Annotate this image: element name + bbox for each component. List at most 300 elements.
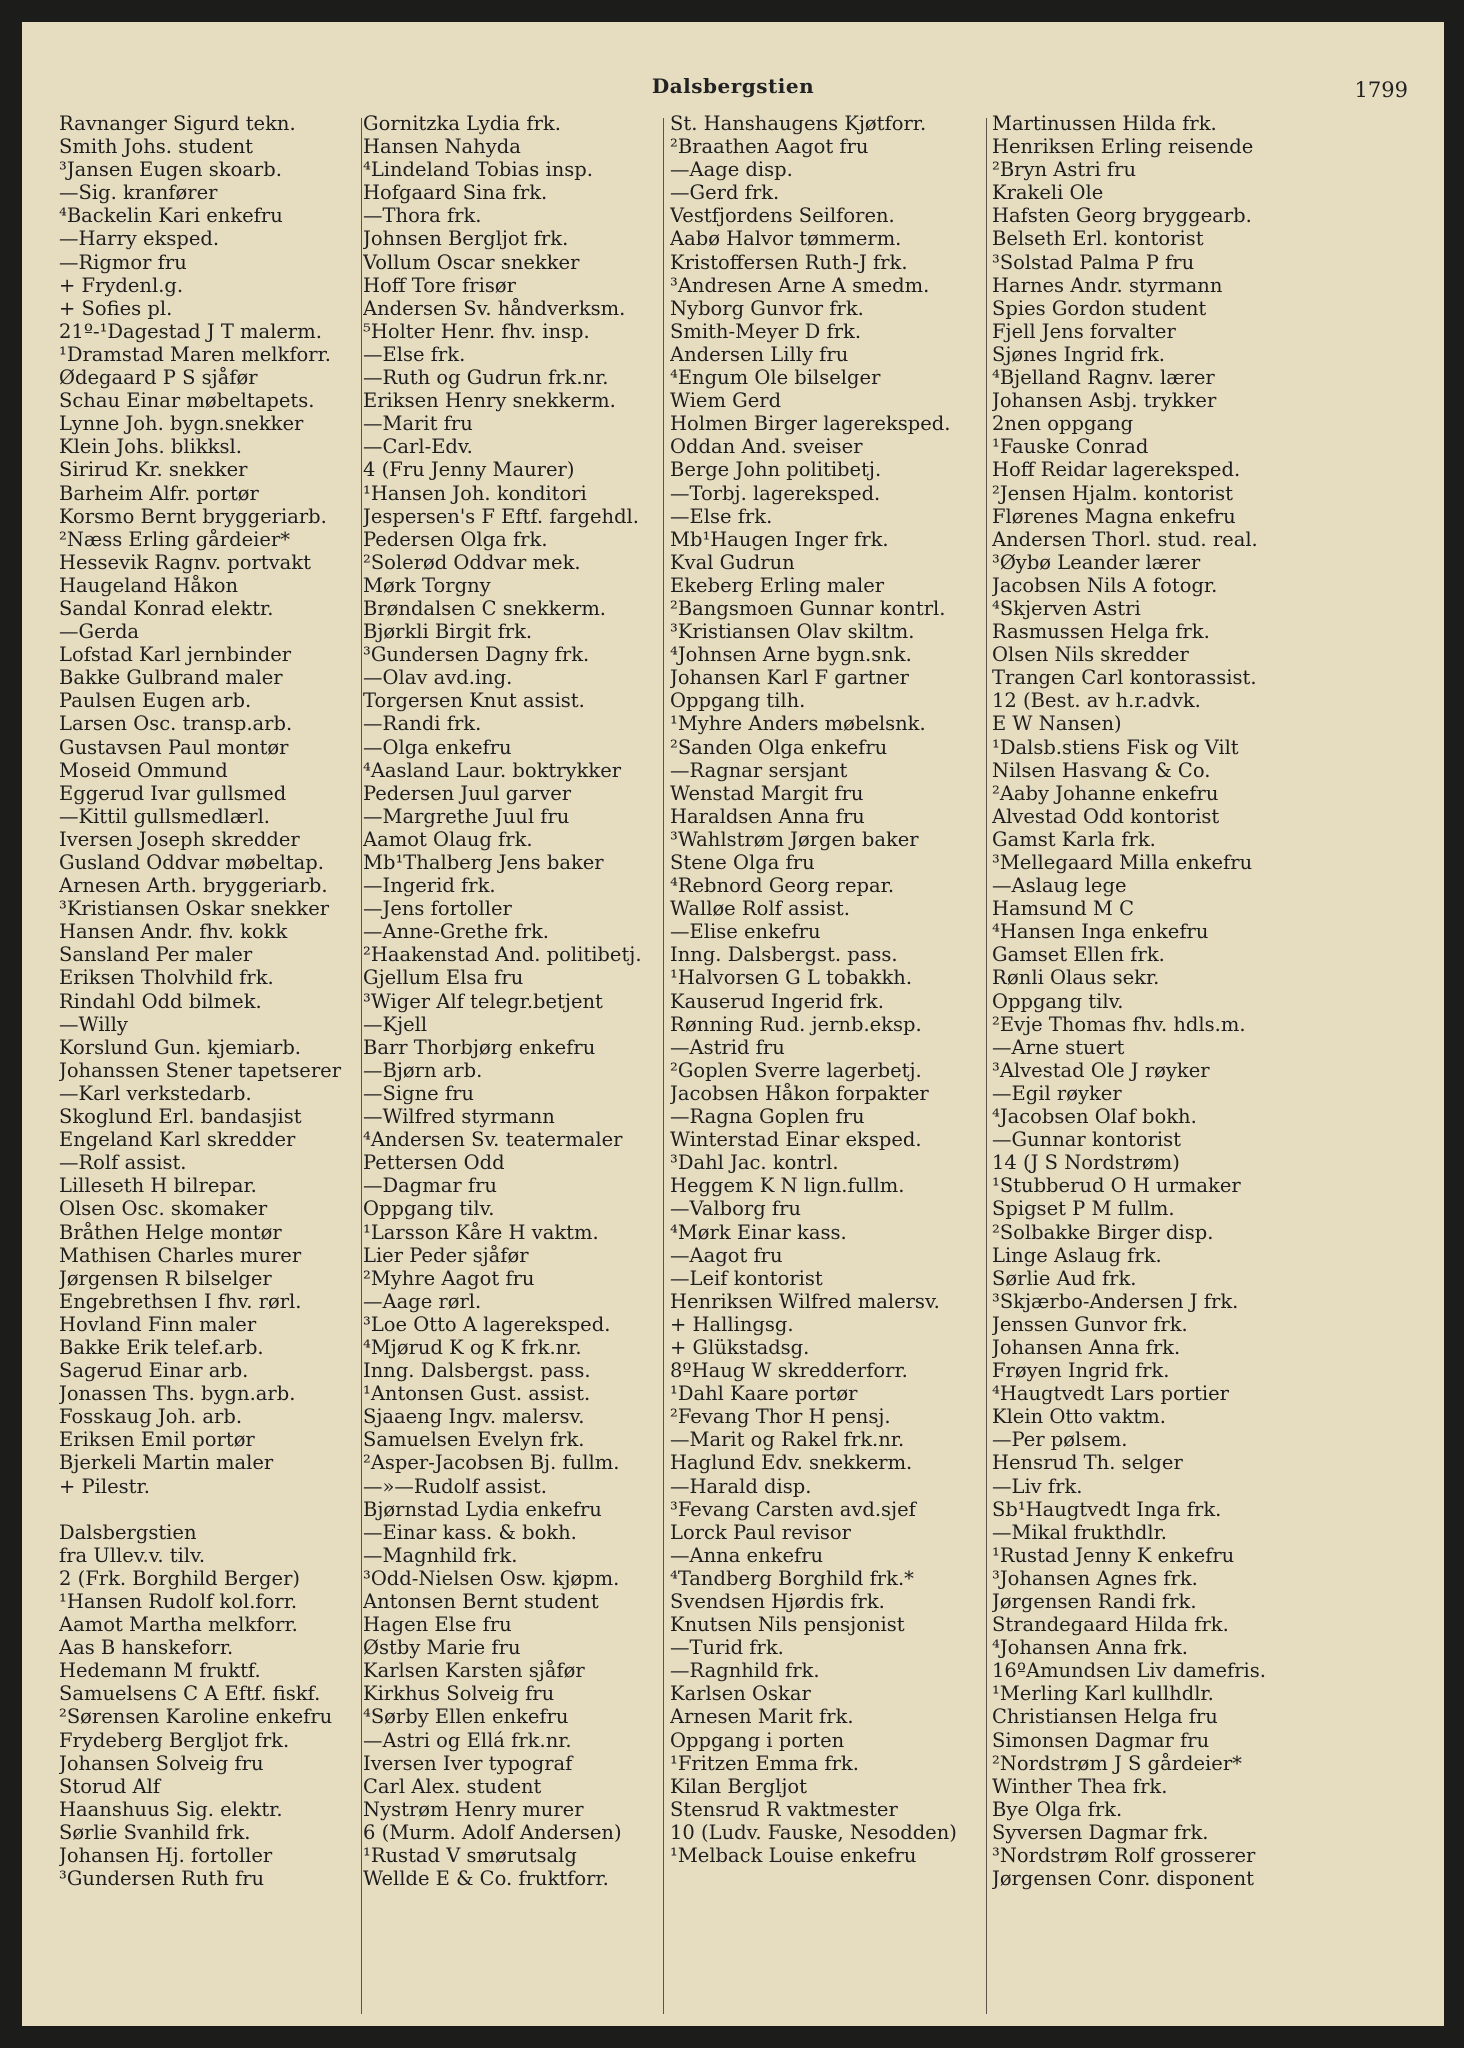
directory-entry: Karlsen Oskar [670, 1682, 811, 1706]
directory-entry: Sørlie Svanhild frk. [59, 1820, 251, 1844]
directory-entry: Hessevik Ragnv. portvakt [59, 550, 311, 574]
directory-entry: Klein Johs. blikksl. [59, 435, 242, 459]
directory-entry: —Dagmar fru [363, 1174, 497, 1198]
directory-entry: ²Haakenstad And. politibetj. [363, 943, 642, 967]
directory-entry: Holmen Birger lagereksped. [670, 412, 951, 436]
directory-entry: Gustavsen Paul montør [59, 735, 289, 759]
directory-entry: Skoglund Erl. bandasjist [59, 1105, 302, 1129]
directory-entry: ²Asper-Jacobsen Bj. fullm. [363, 1451, 620, 1475]
directory-entry: ⁴Bjelland Ragnv. lærer [992, 366, 1215, 390]
directory-entry: —Turid frk. [670, 1636, 784, 1660]
directory-entry: ²Solerød Oddvar mek. [363, 550, 581, 574]
directory-entry: Rønning Rud. jernb.eksp. [670, 1012, 922, 1036]
directory-entry: Antonsen Bernt student [363, 1590, 599, 1613]
directory-entry: Johansen Asbj. trykker [992, 389, 1217, 413]
directory-entry: Eriksen Tholvhild frk. [59, 966, 274, 990]
directory-entry: Mb¹Thalberg Jens baker [363, 851, 604, 874]
directory-entry: —Aagot fru [670, 1243, 783, 1267]
directory-entry: Flørenes Magna enkefru [992, 504, 1236, 528]
directory-entry: —Anne-Grethe frk. [363, 920, 549, 944]
directory-entry: Kristoffersen Ruth-J frk. [670, 250, 908, 274]
directory-entry: Barr Thorbjørg enkefru [363, 1035, 596, 1059]
directory-entry: ⁴Johnsen Arne bygn.snk. [670, 643, 912, 667]
directory-entry: Sagerud Einar arb. [59, 1359, 249, 1383]
directory-entry: + Pilestr. [59, 1474, 150, 1498]
directory-entry: ³Odd-Nielsen Osw. kjøpm. [363, 1566, 620, 1590]
directory-entry: —Ingerid frk. [363, 874, 496, 898]
directory-entry: 14 (J S Nordstrøm) [992, 1151, 1180, 1175]
directory-entry: Pedersen Olga frk. [363, 527, 548, 551]
directory-entry: Jørgensen Conr. disponent [992, 1867, 1255, 1891]
directory-entry: Johansen Hj. fortoller [59, 1844, 273, 1868]
directory-entry: —Aslaug lege [992, 874, 1127, 898]
directory-entry: ³Wiger Alf telegr.betjent [363, 989, 603, 1013]
directory-entry: ³Kristiansen Oskar snekker [59, 897, 330, 921]
directory-entry: Henriksen Erling reisende [992, 135, 1254, 159]
directory-entry: Lorck Paul revisor [670, 1520, 851, 1544]
directory-entry: Fjell Jens forvalter [992, 319, 1176, 343]
directory-entry: Torgersen Knut assist. [363, 689, 585, 713]
directory-entry: Schau Einar møbeltapets. [59, 389, 315, 413]
directory-entry: Hovland Finn maler [59, 1312, 257, 1336]
directory-entry: Sørlie Aud frk. [992, 1266, 1137, 1290]
directory-entry: ³Loe Otto A lagereksped. [363, 1312, 611, 1336]
directory-entry: ⁴Andersen Sv. teatermaler [363, 1128, 623, 1152]
directory-entry: ³Wahlstrøm Jørgen baker [670, 827, 919, 851]
directory-column-2 [363, 112, 659, 1890]
directory-entry: Vestfjordens Seilforen. [670, 204, 895, 228]
directory-entry: —Ragnhild frk. [670, 1659, 820, 1683]
directory-entry: Aamot Olaug frk. [363, 827, 533, 851]
directory-entry: —Einar kass. & bokh. [363, 1520, 577, 1544]
directory-entry: ⁴Haugtvedt Lars portier [992, 1382, 1229, 1406]
directory-entry: —Leif kontorist [670, 1266, 823, 1290]
page-header-title: Dalsbergstien [651, 74, 815, 98]
directory-entry: ²Solbakke Birger disp. [992, 1220, 1214, 1244]
directory-entry: Sb¹Haugtvedt Inga frk. [992, 1497, 1222, 1521]
directory-entry: Simonsen Dagmar fru [992, 1728, 1210, 1752]
directory-entry: Paulsen Eugen arb. [59, 689, 252, 713]
directory-entry: —Magnhild frk. [363, 1543, 518, 1567]
directory-entry: Jørgensen Randi frk. [992, 1590, 1197, 1613]
directory-entry: Korslund Gun. kjemiarb. [59, 1035, 301, 1059]
directory-entry: + Glükstadsg. [670, 1335, 810, 1359]
directory-entry: Aabø Halvor tømmerm. [670, 227, 902, 251]
directory-entry: ¹Rustad V smørutsalg [363, 1844, 577, 1868]
directory-entry: Karlsen Karsten sjåfør [363, 1659, 585, 1683]
directory-entry: Jørgensen R bilselger [59, 1266, 272, 1290]
directory-entry: ⁴Backelin Kari enkefru [59, 204, 283, 228]
directory-entry: ¹Dramstad Maren melkforr. [59, 342, 331, 366]
directory-entry: Wiem Gerd [670, 389, 782, 413]
directory-entry: ³Solstad Palma P fru [992, 250, 1195, 274]
directory-entry: ¹Halvorsen G L tobakkh. [670, 966, 913, 990]
directory-entry: ²Evje Thomas fhv. hdls.m. [992, 1012, 1246, 1036]
directory-entry: ¹Hansen Rudolf kol.forr. [59, 1590, 298, 1613]
directory-column-1 [59, 112, 355, 1890]
directory-entry: 12 (Best. av h.r.advk. [992, 689, 1201, 713]
directory-entry: 2 (Frk. Borghild Berger) [59, 1566, 301, 1590]
directory-entry: ⁴Engum Ole bilselger [670, 366, 881, 390]
directory-entry: ¹Stubberud O H urmaker [992, 1174, 1241, 1198]
directory-entry: Andersen Thorl. stud. real. [992, 527, 1258, 551]
directory-entry: 16ºAmundsen Liv damefris. [992, 1659, 1266, 1683]
directory-entry: Dalsbergstien [59, 1520, 197, 1544]
directory-entry: —Marit fru [363, 412, 473, 436]
directory-entry: Sjaaeng Ingv. malersv. [363, 1405, 585, 1429]
directory-entry: Jespersen's F Eftf. fargehdl. [363, 504, 639, 528]
directory-entry: Carl Alex. student [363, 1774, 542, 1798]
directory-entry: Olsen Osc. skomaker [59, 1197, 268, 1221]
directory-entry: ³Gundersen Ruth fru [59, 1867, 265, 1891]
directory-entry: Jacobsen Nils A fotogr. [992, 573, 1218, 597]
directory-entry: Winther Thea frk. [992, 1774, 1168, 1798]
directory-entry: ⁴Skjerven Astri [992, 596, 1141, 620]
directory-entry: ³Kristiansen Olav skiltm. [670, 620, 915, 644]
directory-entry: Oppgang tilv. [363, 1197, 495, 1221]
directory-entry: Haugeland Håkon [59, 573, 239, 597]
directory-entry: Hansen Nahyda [363, 135, 521, 159]
directory-entry: Vollum Oscar snekker [363, 250, 580, 274]
directory-entry: Smith-Meyer D frk. [670, 319, 862, 343]
directory-entry: + Frydenl.g. [59, 273, 184, 297]
directory-entry: Eriksen Emil portør [59, 1428, 255, 1452]
directory-entry: Trangen Carl kontorassist. [992, 666, 1257, 690]
directory-entry: Alvestad Odd kontorist [992, 804, 1220, 828]
directory-entry: Korsmo Bernt bryggeriarb. [59, 504, 327, 528]
directory-entry: Ekeberg Erling maler [670, 573, 885, 597]
directory-entry: Bjerkeli Martin maler [59, 1451, 274, 1475]
directory-entry: ⁴Mjørud K og K frk.nr. [363, 1335, 582, 1359]
directory-entry: Strandegaard Hilda frk. [992, 1613, 1229, 1637]
directory-entry: ⁴Rebnord Georg repar. [670, 874, 895, 898]
directory-page [22, 22, 1444, 2026]
directory-entry: —Kjell [363, 1012, 428, 1036]
directory-entry: Bråthen Helge montør [59, 1220, 282, 1244]
directory-entry: ¹Myhre Anders møbelsnk. [670, 712, 926, 736]
directory-entry: Ravnanger Sigurd tekn. [59, 112, 296, 135]
directory-entry: Gjellum Elsa fru [363, 966, 524, 990]
directory-entry: Johansen Karl F gartner [670, 666, 909, 690]
directory-entry: + Hallingsg. [670, 1312, 794, 1336]
directory-entry: Henriksen Wilfred malersv. [670, 1289, 940, 1313]
directory-entry: ¹Merling Karl kullhdlr. [992, 1682, 1214, 1706]
directory-entry: —Willy [59, 1012, 128, 1036]
directory-entry: Olsen Nils skredder [992, 643, 1189, 667]
directory-entry: Hamsund M C [992, 897, 1135, 921]
directory-entry: ¹Dalsb.stiens Fisk og Vilt [992, 735, 1239, 759]
directory-entry: St. Hanshaugens Kjøtforr. [670, 112, 927, 135]
directory-entry: Sandal Konrad elektr. [59, 596, 274, 620]
directory-entry: Samuelsens C A Eftf. fiskf. [59, 1682, 321, 1706]
directory-entry: —Wilfred styrmann [363, 1105, 555, 1129]
directory-entry: Hensrud Th. selger [992, 1451, 1183, 1475]
directory-entry: ²Braathen Aagot fru [670, 135, 869, 159]
directory-entry: ⁴Jacobsen Olaf bokh. [992, 1105, 1197, 1129]
directory-entry: ³Fevang Carsten avd.sjef [670, 1497, 916, 1521]
directory-entry: —Randi frk. [363, 712, 482, 736]
directory-entry: Bakke Erik telef.arb. [59, 1335, 264, 1359]
directory-entry: ³Skjærbo-Andersen J frk. [992, 1289, 1239, 1313]
directory-entry: ²Aaby Johanne enkefru [992, 781, 1219, 805]
directory-entry: Hagen Else fru [363, 1613, 512, 1637]
column-rule [663, 118, 664, 2014]
directory-entry: Hedemann M fruktf. [59, 1659, 261, 1683]
directory-entry: Spigset P M fullm. [992, 1197, 1175, 1221]
directory-entry: Kval Gudrun [670, 550, 795, 574]
directory-entry: Gamst Karla frk. [992, 827, 1156, 851]
directory-entry: ²Sørensen Karoline enkefru [59, 1705, 333, 1729]
directory-entry: —Egil røyker [992, 1081, 1122, 1105]
directory-entry: Hafsten Georg bryggearb. [992, 204, 1252, 228]
directory-column-4 [992, 112, 1288, 1890]
directory-entry: Aamot Martha melkforr. [59, 1613, 298, 1637]
directory-entry: —Sig. kranfører [59, 181, 218, 205]
directory-entry: ²Nordstrøm J S gårdeier* [992, 1751, 1242, 1775]
directory-entry: ³Øybø Leander lærer [992, 550, 1201, 574]
directory-entry: Mb¹Haugen Inger frk. [670, 527, 889, 551]
directory-entry: Christiansen Helga fru [992, 1705, 1218, 1729]
directory-entry: Engeland Karl skredder [59, 1128, 296, 1152]
directory-entry [59, 1498, 355, 1521]
directory-entry: ³Nordstrøm Rolf grosserer [992, 1844, 1256, 1868]
directory-entry: —Thora frk. [363, 204, 482, 228]
directory-entry: Oppgang i porten [670, 1728, 845, 1752]
directory-entry: Gornitzka Lydia frk. [363, 112, 561, 135]
directory-entry: Oppgang tilh. [670, 689, 806, 713]
directory-entry: ¹Hansen Joh. konditori [363, 481, 587, 505]
directory-entry: fra Ullev.v. tilv. [59, 1543, 206, 1567]
directory-entry: Bjørkli Birgit frk. [363, 620, 533, 644]
directory-entry: Østby Marie fru [363, 1636, 521, 1660]
directory-entry: Nilsen Hasvang & Co. [992, 758, 1211, 782]
directory-entry: Frøyen Ingrid frk. [992, 1359, 1170, 1383]
directory-entry: Haanshuus Sig. elektr. [59, 1797, 283, 1821]
directory-entry: ¹Larsson Kåre H vaktm. [363, 1220, 599, 1244]
directory-entry: —Karl verkstedarb. [59, 1081, 252, 1105]
directory-entry: Walløe Rolf assist. [670, 897, 850, 921]
directory-entry: Oppgang tilv. [992, 989, 1124, 1013]
directory-entry: Samuelsen Evelyn frk. [363, 1428, 585, 1452]
directory-entry: —Aage disp. [670, 158, 793, 182]
directory-entry: Brøndalsen C snekkerm. [363, 596, 607, 620]
directory-entry: —Carl-Edv. [363, 435, 473, 459]
directory-entry: Harnes Andr. styrmann [992, 273, 1223, 297]
directory-entry: Engebrethsen I fhv. rørl. [59, 1289, 302, 1313]
directory-entry: —Marit og Rakel frk.nr. [670, 1428, 905, 1452]
directory-entry: ²Jensen Hjalm. kontorist [992, 481, 1233, 505]
directory-entry: —Olav avd.ing. [363, 666, 513, 690]
column-rule [361, 118, 362, 2014]
directory-entry: Heggem K N lign.fullm. [670, 1174, 905, 1198]
directory-entry: Bakke Gulbrand maler [59, 666, 283, 690]
directory-entry: Gusland Oddvar møbeltap. [59, 851, 324, 874]
column-rule [986, 118, 987, 2014]
directory-entry: Rasmussen Helga frk. [992, 620, 1210, 644]
directory-entry: —Harald disp. [670, 1474, 812, 1498]
directory-entry: Frydeberg Bergljot frk. [59, 1728, 290, 1752]
directory-entry: —Bjørn arb. [363, 1058, 483, 1082]
directory-entry: Bjørnstad Lydia enkefru [363, 1497, 602, 1521]
directory-entry: Sansland Per maler [59, 943, 253, 967]
directory-entry: ³Jansen Eugen skoarb. [59, 158, 282, 182]
directory-entry: ⁵Holter Henr. fhv. insp. [363, 319, 590, 343]
directory-entry: Stensrud R vaktmester [670, 1797, 898, 1821]
directory-entry: ²Goplen Sverre lagerbetj. [670, 1058, 922, 1082]
directory-entry: Storud Alf [59, 1774, 161, 1798]
directory-entry: —Valborg fru [670, 1197, 801, 1221]
directory-entry: Wenstad Margit fru [670, 781, 864, 805]
directory-entry: Klein Otto vaktm. [992, 1405, 1166, 1429]
directory-entry: Eggerud Ivar gullsmed [59, 781, 287, 805]
directory-entry: Berge John politibetj. [670, 458, 882, 482]
directory-entry: Lier Peder sjåfør [363, 1243, 529, 1267]
directory-entry: ⁴Mørk Einar kass. [670, 1220, 847, 1244]
directory-entry: Spies Gordon student [992, 296, 1207, 320]
directory-entry: —Margrethe Juul fru [363, 804, 570, 828]
directory-entry: Johanssen Stener tapetserer [59, 1058, 342, 1082]
directory-entry: —Kittil gullsmedlærl. [59, 804, 271, 828]
directory-entry: Stene Olga fru [670, 851, 815, 874]
directory-entry: E W Nansen) [992, 712, 1122, 736]
directory-entry: ³Johansen Agnes frk. [992, 1566, 1198, 1590]
directory-entry: ³Alvestad Ole J røyker [992, 1058, 1210, 1082]
directory-entry: Hoff Tore frisør [363, 273, 516, 297]
directory-entry: Larsen Osc. transp.arb. [59, 712, 293, 736]
directory-entry: Nyborg Gunvor frk. [670, 296, 864, 320]
directory-entry: Barheim Alfr. portør [59, 481, 259, 505]
directory-entry: Andersen Lilly fru [670, 342, 849, 366]
directory-entry: ²Fevang Thor H pensj. [670, 1405, 891, 1429]
directory-entry: Johansen Solveig fru [59, 1751, 264, 1775]
directory-entry: ⁴Lindeland Tobias insp. [363, 158, 593, 182]
directory-entry: Andersen Sv. håndverksm. [363, 296, 626, 320]
directory-entry: Lynne Joh. bygn.snekker [59, 412, 304, 436]
directory-entry: 4 (Fru Jenny Maurer) [363, 458, 575, 482]
directory-entry: 6 (Murm. Adolf Andersen) [363, 1820, 622, 1844]
directory-entry: —Rigmor fru [59, 250, 187, 274]
directory-entry: 21º-¹Dagestad J T malerm. [59, 319, 322, 343]
directory-entry: —»—Rudolf assist. [363, 1474, 547, 1498]
directory-entry: —Arne stuert [992, 1035, 1125, 1059]
directory-entry: Syversen Dagmar frk. [992, 1820, 1209, 1844]
directory-entry: ¹Antonsen Gust. assist. [363, 1382, 591, 1406]
directory-entry: ⁴Tandberg Borghild frk.* [670, 1566, 914, 1590]
directory-entry: Linge Aslaug frk. [992, 1243, 1162, 1267]
directory-entry: Mathisen Charles murer [59, 1243, 302, 1267]
directory-entry: —Astri og Ellá frk.nr. [363, 1728, 572, 1752]
directory-entry: —Liv frk. [992, 1474, 1083, 1498]
directory-entry: Aas B hanskeforr. [59, 1636, 234, 1660]
directory-entry: Hoff Reidar lagereksped. [992, 458, 1241, 482]
directory-entry: ¹Fritzen Emma frk. [670, 1751, 859, 1775]
directory-entry: ²Næss Erling gårdeier* [59, 527, 290, 551]
directory-entry: —Ruth og Gudrun frk.nr. [363, 366, 609, 390]
directory-entry: Kilan Bergljot [670, 1774, 807, 1798]
directory-entry: Oddan And. sveiser [670, 435, 863, 459]
directory-column-3 [670, 112, 966, 1867]
directory-entry: ³Mellegaard Milla enkefru [992, 851, 1253, 874]
page-number: 1799 [1354, 78, 1408, 102]
directory-entry: ¹Rustad Jenny K enkefru [992, 1543, 1235, 1567]
directory-entry: + Sofies pl. [59, 296, 173, 320]
directory-entry: Iversen Iver typograf [363, 1751, 573, 1775]
directory-entry: Belseth Erl. kontorist [992, 227, 1204, 251]
directory-entry: Sirirud Kr. snekker [59, 458, 248, 482]
directory-entry: Johansen Anna frk. [992, 1335, 1181, 1359]
directory-entry: Sjønes Ingrid frk. [992, 342, 1165, 366]
directory-entry: Knutsen Nils pensjonist [670, 1613, 905, 1637]
directory-entry: —Aage rørl. [363, 1289, 482, 1313]
directory-entry: Haglund Edv. snekkerm. [670, 1451, 913, 1475]
directory-entry: Iversen Joseph skredder [59, 827, 300, 851]
directory-entry: Pettersen Odd [363, 1151, 505, 1175]
directory-entry: —Anna enkefru [670, 1543, 824, 1567]
directory-entry: Smith Johs. student [59, 135, 254, 159]
directory-entry: Kauserud Ingerid frk. [670, 989, 884, 1013]
directory-entry: Lofstad Karl jernbinder [59, 643, 292, 667]
directory-entry: ²Sanden Olga enkefru [670, 735, 888, 759]
directory-entry: Fosskaug Joh. arb. [59, 1405, 243, 1429]
directory-entry: 8ºHaug W skredderforr. [670, 1359, 908, 1383]
directory-entry: 2nen oppgang [992, 412, 1134, 436]
directory-entry: —Olga enkefru [363, 735, 512, 759]
directory-entry: Martinussen Hilda frk. [992, 112, 1217, 135]
directory-entry: Pedersen Juul garver [363, 781, 572, 805]
directory-entry: —Astrid fru [670, 1035, 785, 1059]
directory-entry: Johnsen Bergljot frk. [363, 227, 569, 251]
directory-entry: Inng. Dalsbergst. pass. [363, 1359, 591, 1383]
directory-entry: Jenssen Gunvor frk. [992, 1312, 1188, 1336]
directory-entry: ¹Dahl Kaare portør [670, 1382, 858, 1406]
directory-entry: Moseid Ommund [59, 758, 228, 782]
directory-entry: —Jens fortoller [363, 897, 512, 921]
directory-entry: Winterstad Einar eksped. [670, 1128, 922, 1152]
directory-entry: Hansen Andr. fhv. kokk [59, 920, 288, 944]
directory-entry: Inng. Dalsbergst. pass. [670, 943, 898, 967]
directory-entry: —Gerd frk. [670, 181, 780, 205]
directory-entry: —Harry eksped. [59, 227, 220, 251]
directory-entry: ⁴Johansen Anna frk. [992, 1636, 1188, 1660]
directory-entry: ³Andresen Arne A smedm. [670, 273, 930, 297]
directory-entry: Bye Olga frk. [992, 1797, 1123, 1821]
directory-entry: —Per pølsem. [992, 1428, 1128, 1452]
directory-entry: —Elise enkefru [670, 920, 821, 944]
directory-entry: Nystrøm Henry murer [363, 1797, 584, 1821]
directory-entry: Haraldsen Anna fru [670, 804, 865, 828]
directory-entry: ¹Fauske Conrad [992, 435, 1149, 459]
directory-entry: Wellde E & Co. fruktforr. [363, 1867, 609, 1891]
directory-entry: Rindahl Odd bilmek. [59, 989, 262, 1013]
directory-entry: Rønli Olaus sekr. [992, 966, 1160, 990]
directory-entry: Hofgaard Sina frk. [363, 181, 548, 205]
directory-entry: ²Myhre Aagot fru [363, 1266, 535, 1290]
directory-entry: Arnesen Arth. bryggeriarb. [59, 874, 328, 898]
directory-entry: Eriksen Henry snekkerm. [363, 389, 616, 413]
directory-entry: ²Bangsmoen Gunnar kontrl. [670, 596, 946, 620]
directory-entry: Svendsen Hjørdis frk. [670, 1590, 885, 1613]
directory-entry: ⁴Sørby Ellen enkefru [363, 1705, 569, 1729]
directory-entry: Jonassen Ths. bygn.arb. [59, 1382, 296, 1406]
directory-entry: —Else frk. [670, 504, 773, 528]
directory-entry: Kirkhus Solveig fru [363, 1682, 555, 1706]
directory-entry: 10 (Ludv. Fauske, Nesodden) [670, 1820, 957, 1844]
directory-entry: Gamset Ellen frk. [992, 943, 1165, 967]
directory-entry: —Rolf assist. [59, 1151, 187, 1175]
directory-entry: ³Gundersen Dagny frk. [363, 643, 590, 667]
directory-entry: Ødegaard P S sjåfør [59, 366, 258, 390]
directory-entry: —Gunnar kontorist [992, 1128, 1181, 1152]
